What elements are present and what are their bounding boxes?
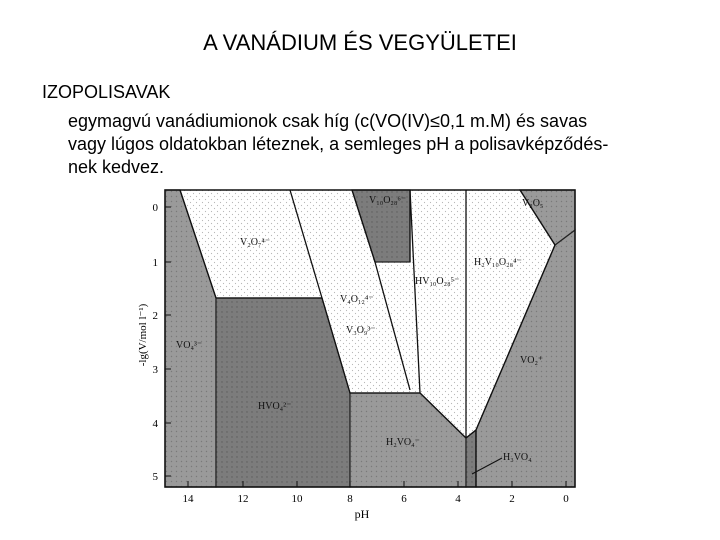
x-tick-label: 6 [401, 493, 407, 505]
x-tick-label: 0 [563, 493, 569, 505]
label-h2vo4: H₂VO₄⁻ [386, 437, 420, 448]
label-hvo4: HVO₄²⁻ [258, 401, 292, 412]
y-axis-label: -lg(V/mol l⁻¹) [137, 303, 149, 367]
label-v10o28: V₁₀O₂₈⁶⁻ [369, 195, 407, 206]
label-v4o12: V₄O₁₂⁴⁻ [340, 294, 374, 305]
label-hv10o28: HV₁₀O₂₈⁵⁻ [415, 276, 460, 287]
y-tick-label: 0 [152, 202, 158, 214]
label-vo2: VO₂⁺ [520, 355, 544, 366]
x-tick-label: 10 [291, 493, 303, 505]
slide-title: A VANÁDIUM ÉS VEGYÜLETEI [203, 30, 517, 55]
y-tick-label: 2 [152, 310, 158, 322]
x-tick-label: 2 [509, 493, 515, 505]
y-tick-label: 3 [152, 364, 158, 376]
region-h3vo4 [466, 430, 476, 487]
x-axis-label: pH [354, 507, 370, 521]
x-tick-label: 12 [237, 493, 249, 505]
y-tick-label: 4 [152, 418, 158, 430]
description-line: vagy lúgos oldatokban léteznek, a semleges pH a polisavképződés- [68, 134, 609, 154]
label-v2o5: V₂O₅ [522, 198, 544, 209]
y-tick-label: 1 [152, 257, 158, 269]
description-line: nek kedvez. [68, 157, 165, 177]
y-tick-label: 5 [152, 471, 158, 483]
label-v3o9: V₃O₉³⁻ [346, 325, 376, 336]
label-h3vo4: H₃VO₄ [503, 452, 532, 463]
description-line: egymagvú vanádiumionok csak híg (c(VO(IV)≤0,1 m.M) és savas [68, 111, 588, 131]
x-tick-label: 4 [455, 493, 461, 505]
x-tick-label: 14 [182, 493, 194, 505]
label-v2o7: V₂O₇⁴⁻ [240, 237, 271, 248]
label-h2v10o28: H₂V₁₀O₂₈⁴⁻ [474, 257, 522, 268]
label-vo4: VO₄³⁻ [176, 340, 203, 351]
section-heading: IZOPOLISAVAK [42, 82, 171, 102]
x-tick-label: 8 [347, 493, 353, 505]
